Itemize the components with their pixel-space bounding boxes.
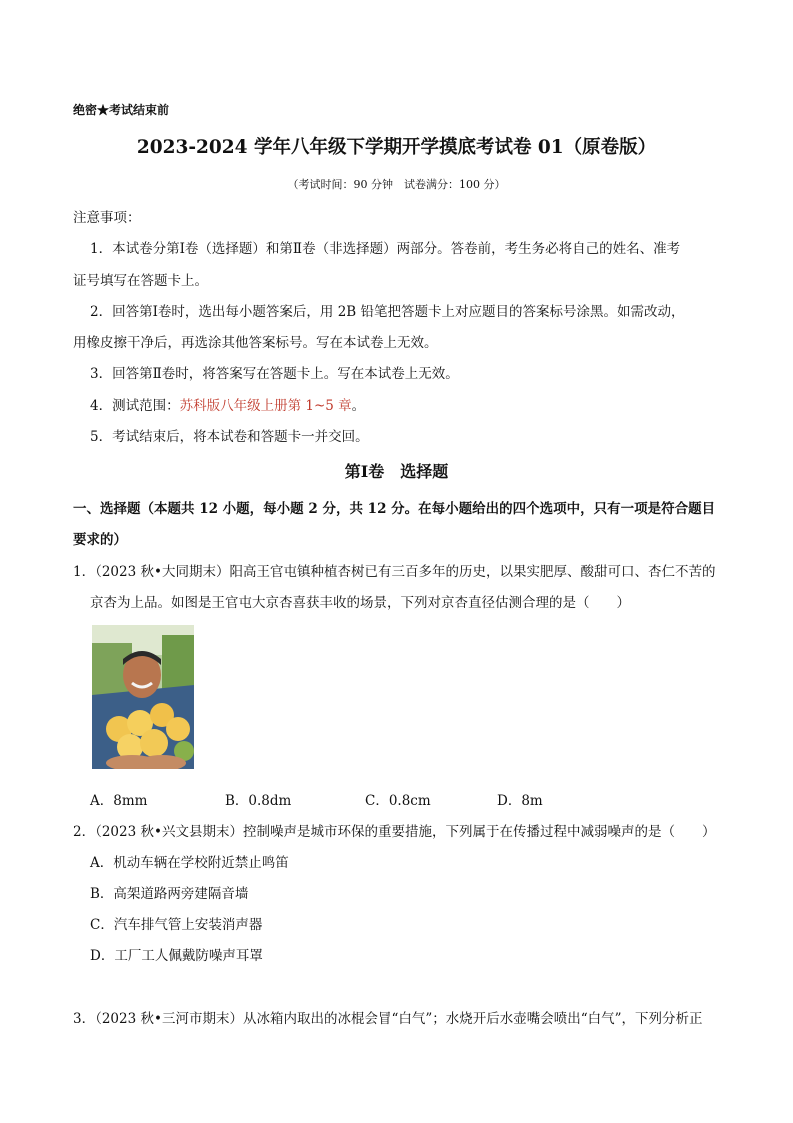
- apricot-harvest-photo: [92, 625, 194, 769]
- question-1-option-d: D．8m: [497, 793, 543, 809]
- confidential-label: 绝密★考试结束前: [73, 103, 170, 117]
- section-title: 第Ⅰ卷 选择题: [344, 462, 449, 481]
- note-4-suffix: 。: [351, 398, 366, 414]
- note-4-prefix: 4．测试范围：: [90, 398, 180, 414]
- note-2-line-1: 2．回答第Ⅰ卷时，选出每小题答案后，用 2B 铅笔把答题卡上对应题目的答案标号涂黑。如需改动，: [90, 304, 685, 320]
- question-1-line-2: 京杏为上品。如图是王官屯大京杏喜获丰收的场景，下列对京杏直径估测合理的是（ ）: [90, 595, 630, 611]
- note-4-range: 苏科版八年级上册第 1~5 章: [179, 398, 352, 414]
- exam-subtitle: （考试时间：90 分钟 试卷满分：100 分）: [287, 178, 506, 191]
- question-3-line-1: 3．（2023 秋•三河市期末）从冰箱内取出的冰棍会冒“白气”；水烧开后水壶嘴会喷出“白气”，下列分析正: [73, 1011, 703, 1027]
- note-1-line-1: 1．本试卷分第Ⅰ卷（选择题）和第Ⅱ卷（非选择题）两部分。答卷前，考生务必将自己的姓名、准考: [90, 241, 681, 257]
- question-2-option-b: B．高架道路两旁建隔音墙: [90, 886, 249, 902]
- question-2-option-c: C．汽车排气管上安装消声器: [90, 917, 263, 933]
- notes-heading: 注意事项：: [73, 210, 141, 226]
- question-1-option-a: A．8mm: [90, 793, 148, 809]
- question-1-option-b: B．0.8dm: [225, 793, 292, 809]
- note-1-line-2: 证号填写在答题卡上。: [73, 273, 208, 289]
- section-instructions-line-2: 要求的）: [73, 532, 127, 548]
- note-4: [90, 394, 365, 414]
- note-2-line-2: 用橡皮擦干净后，再选涂其他答案标号。写在本试卷上无效。: [73, 335, 438, 351]
- note-5: 5．考试结束后，将本试卷和答题卡一并交回。: [90, 429, 369, 445]
- question-2-option-d: D．工厂工人佩戴防噪声耳罩: [90, 948, 263, 964]
- question-2-option-a: A．机动车辆在学校附近禁止鸣笛: [90, 855, 289, 871]
- section-instructions-line-1: 一、选择题（本题共 12 小题，每小题 2 分，共 12 分。在每小题给出的四个选项中，只有一项是符合题目: [73, 501, 716, 517]
- exam-title: 2023-2024 学年八年级下学期开学摸底考试卷 01（原卷版）: [136, 137, 657, 158]
- question-2-line-1: 2．（2023 秋•兴文县期末）控制噪声是城市环保的重要措施，下列属于在传播过程中减弱噪声的是（ ）: [73, 824, 716, 840]
- note-3: 3．回答第Ⅱ卷时，将答案写在答题卡上。写在本试卷上无效。: [90, 366, 459, 382]
- question-1-line-1: 1．（2023 秋•大同期末）阳高王官屯镇种植杏树已有三百多年的历史，以果实肥厚、酸甜可口、杏仁不苦的: [73, 564, 716, 580]
- question-1-option-c: C．0.8cm: [365, 793, 431, 809]
